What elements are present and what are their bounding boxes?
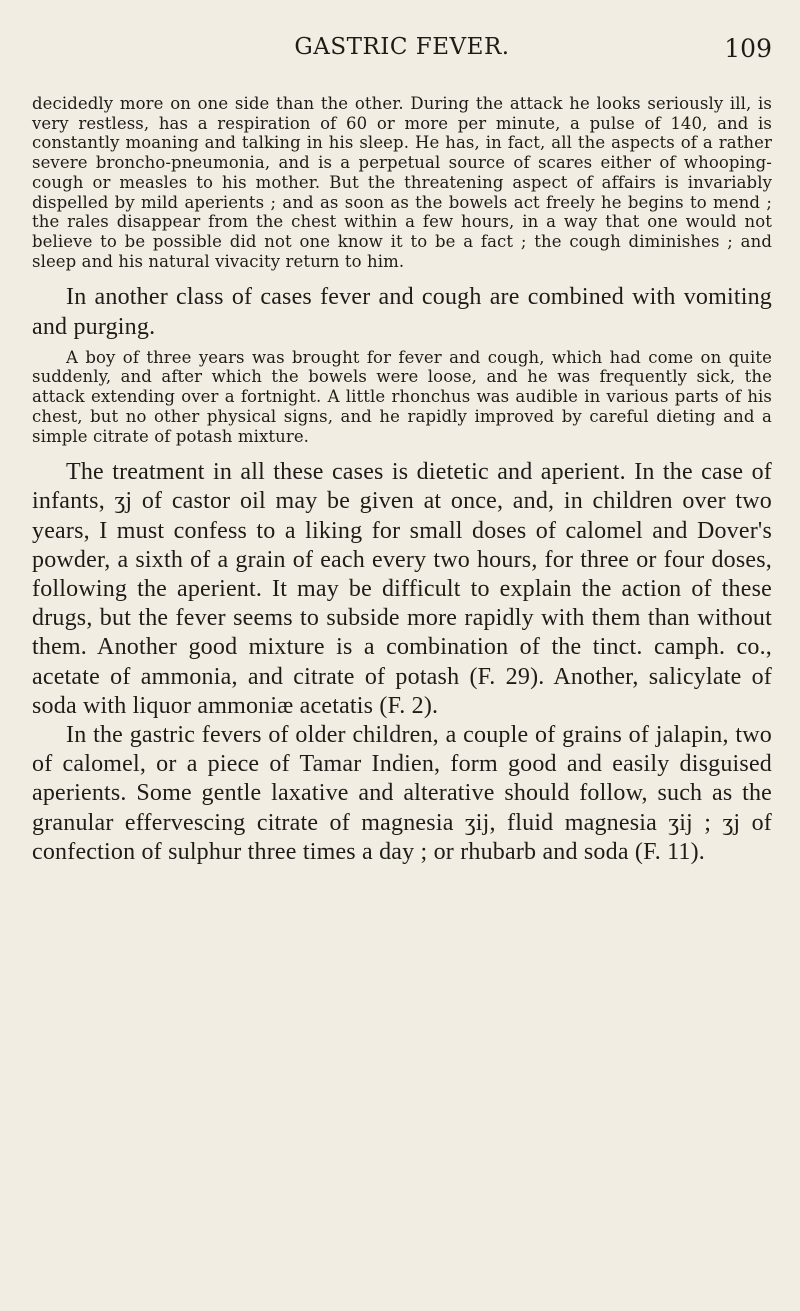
paragraph-case-report: A boy of three years was brought for fever and cough, which had come on quite suddenly, and after which the bowels were loose, and he was frequently sick, the attack extending over a fortnight. A little rhonchus was audible in various parts of his chest, but no other physical signs, and he rapidly improved by careful dieting and a simple citrate of potash mixture. [32,347,772,446]
paragraph-continued: decidedly more on one side than the other. During the attack he looks seriously ill, is very restless, has a respiration of 60 or more per minute, a pulse of 140, and is constantly moaning and talking in his sleep. He has, in fact, all the aspects of a rather severe broncho-pneumonia, and is a perpetual source of scares either of whooping-cough or measles to his mother. But the threatening aspect of affairs is invariably dispelled by mild aperients ; and as soon as the bowels act freely he begins to mend ; the rales disappear from the chest within a few hours, in a way that one would not believe to be possible did not one know it to be a fact ; the cough diminishes ; and sleep and his natural vivacity return to him. [32,94,772,271]
running-title: GASTRIC FEVER. [294,34,510,60]
paragraph-treatment: The treatment in all these cases is dietetic and aperient. In the case of infants, ʒj of castor oil may be given at once, and, in children over two years, I must confess to a liking for small doses of calomel and Dover's powder, a sixth of a grain of each every two hours, for three or four doses, following the aperient. It may be difficult to explain the action of these drugs, but the fever seems to subside more rapidly with them than without them. Another good mixture is a combination of the tinct. camph. co., acetate of ammonia, and citrate of potash (F. 29). Another, salicylate of soda with liquor ammoniæ acetatis (F. 2). [32,459,772,719]
book-page [32,30,772,867]
paragraph-class-of-cases: In another class of cases fever and cough are combined with vomiting and purging. [32,284,772,340]
running-head [32,30,772,70]
page-number: 109 [724,34,772,63]
paragraph-older-children: In the gastric fevers of older children, a couple of grains of jalapin, two of calomel, or a piece of Tamar Indien, form good and easily disguised aperients. Some gentle laxative and alterative should follow, such as the granular effervescing citrate of magnesia ʒij, fluid magnesia ʒij ; ʒj of confection of sulphur three times a day ; or rhubarb and soda (F. 11). [32,722,772,865]
